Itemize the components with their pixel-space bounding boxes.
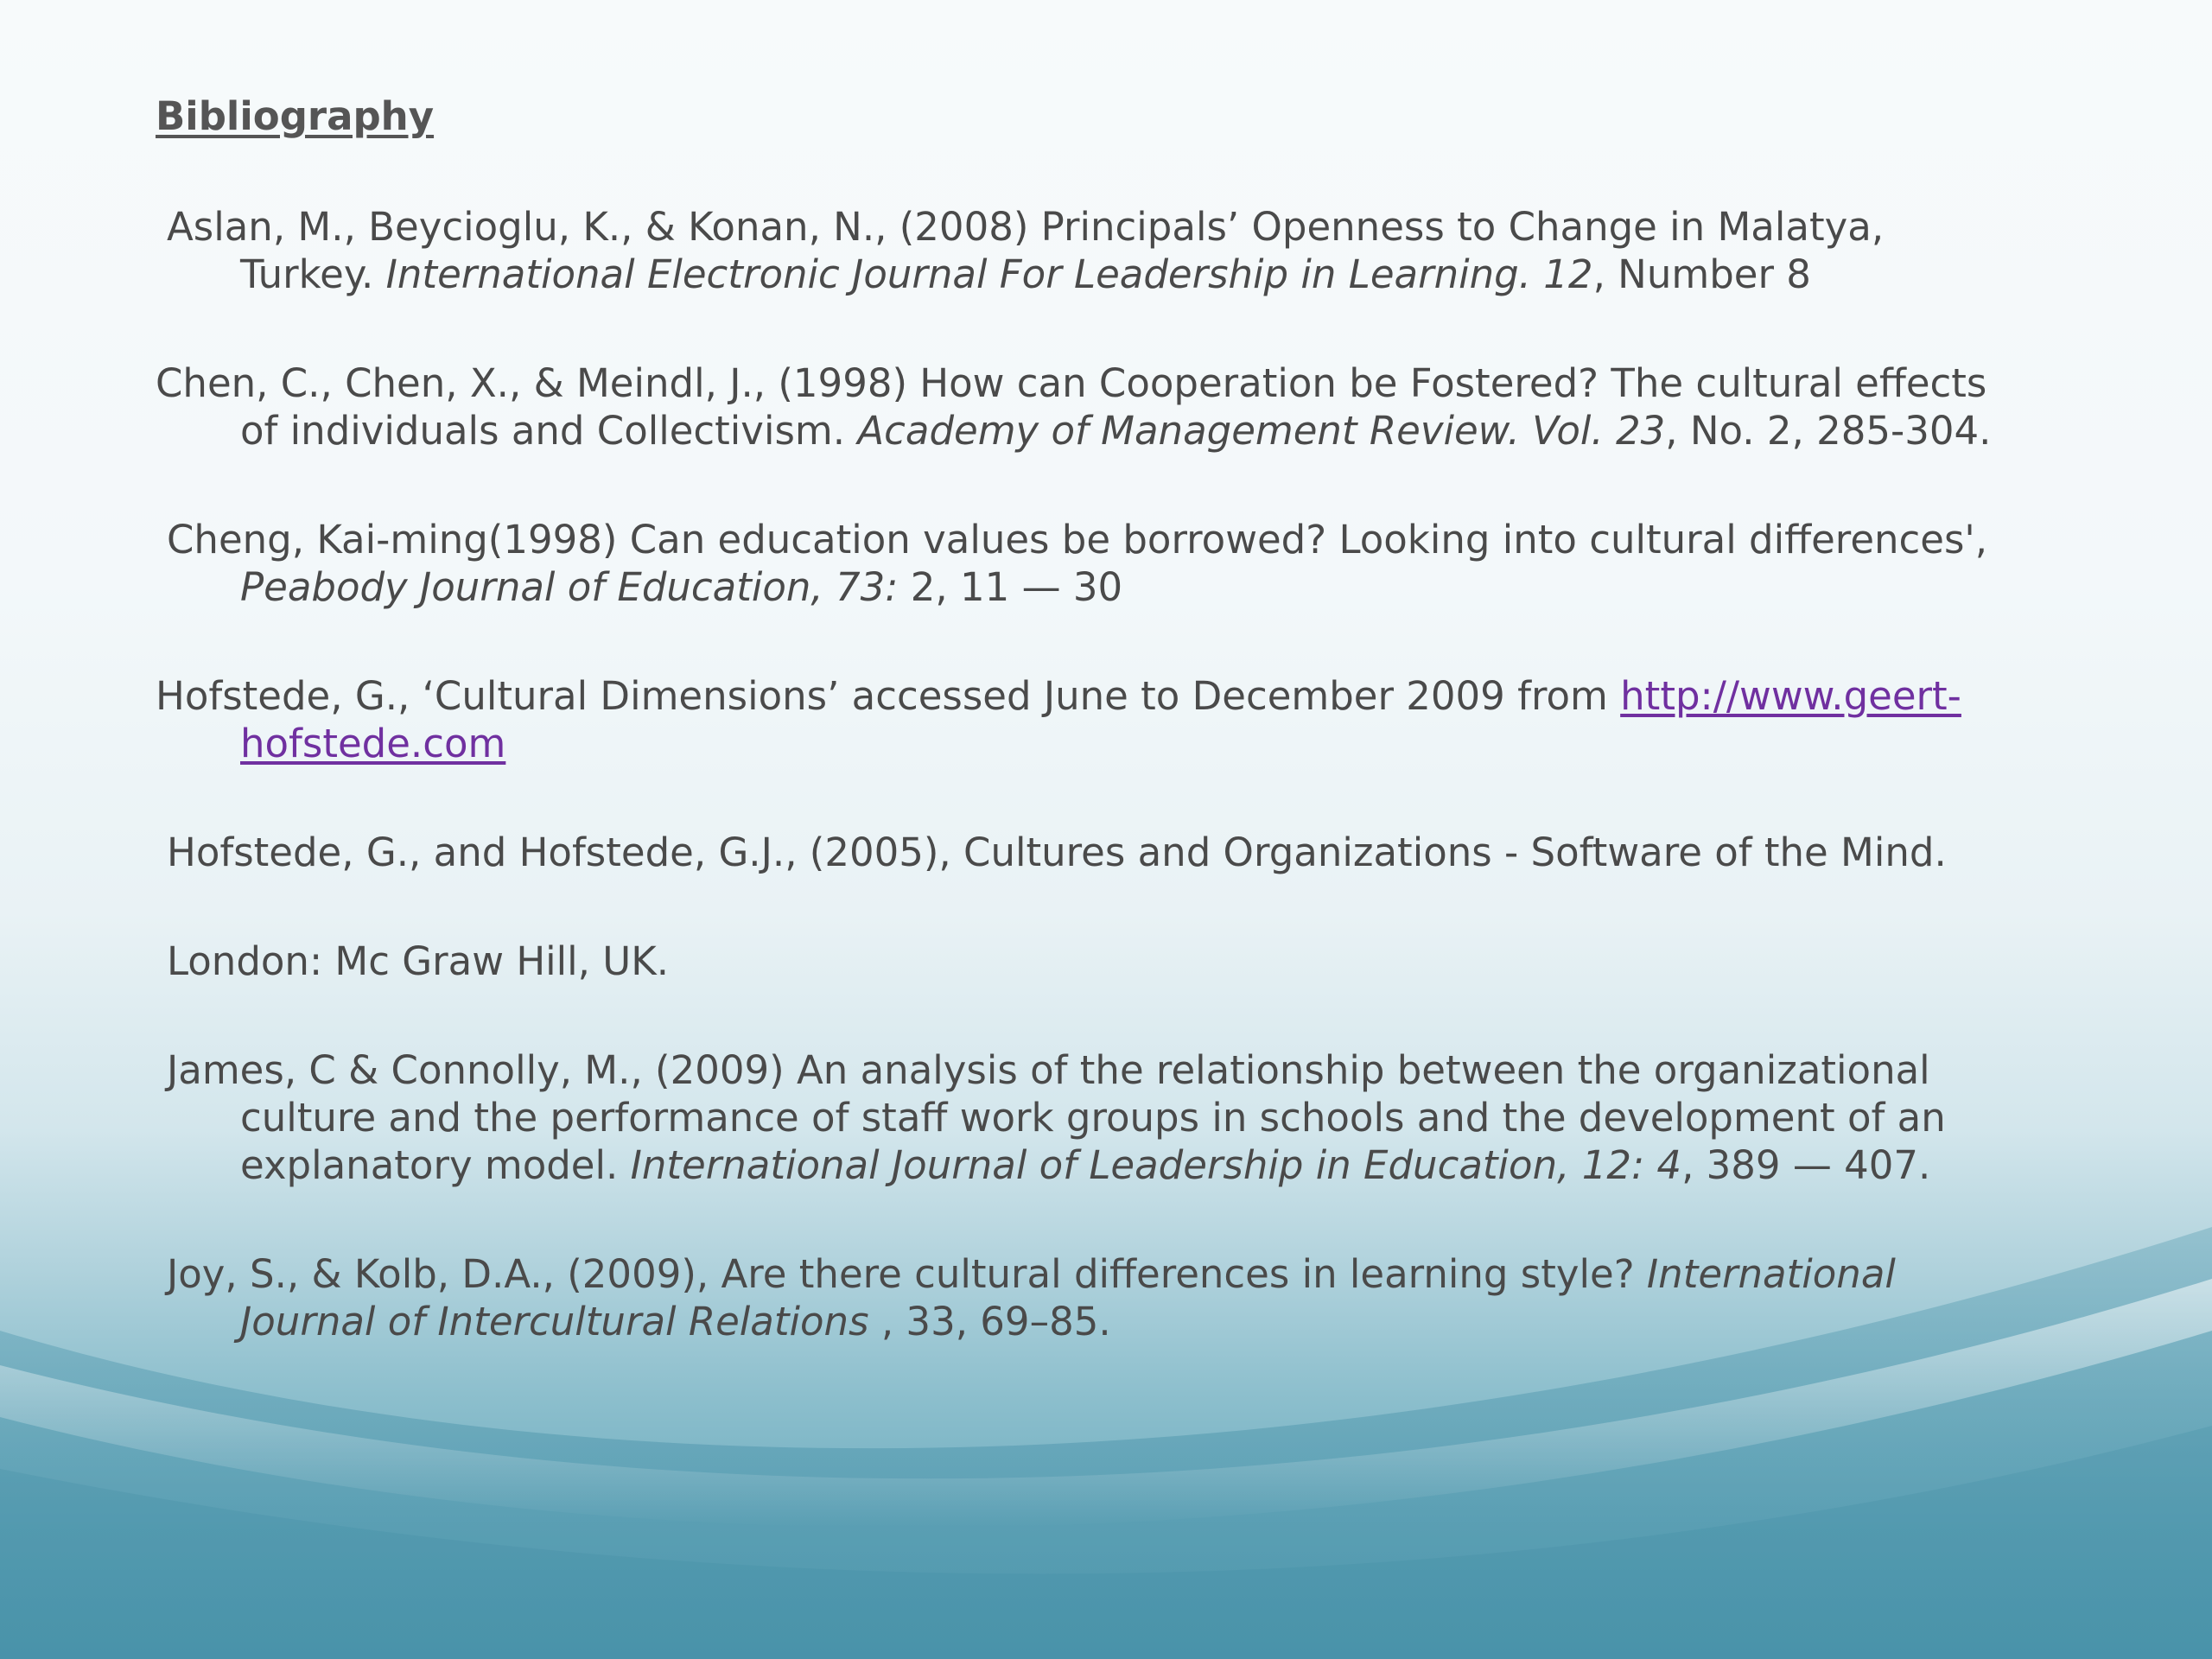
entry-line: Aslan, M., Beycioglu, K., & Konan, N., (2008) Principals’ Openness to Change in Malatya, (167, 204, 1885, 250)
entry-line: Joy, S., & Kolb, D.A., (2009), Are there cultural differences in learning style? (167, 1251, 1647, 1297)
entry-text: 2, 11 — 30 (898, 564, 1123, 610)
entry-text: explanatory model. (240, 1142, 631, 1188)
bibliography-entry-cheng (156, 516, 2082, 611)
entry-journal: Journal of Intercultural Relations (240, 1299, 881, 1344)
bibliography-entry-joy (156, 1250, 2082, 1345)
entry-journal: International Journal of Leadership in Education, 12: 4 (630, 1142, 1682, 1188)
entry-text: , No. 2, 285-304. (1665, 408, 1992, 454)
entry-text: , Number 8 (1592, 251, 1811, 297)
bibliography-list (156, 203, 2082, 1407)
entry-text: , 389 — 407. (1681, 1142, 1931, 1188)
entry-journal: Academy of Management Review. Vol. 23 (857, 408, 1666, 454)
bibliography-entry-hofstede-web (156, 672, 2082, 767)
entry-line: Cheng, Kai-ming(1998) Can education values be borrowed? Looking into cultural differences', (167, 517, 1988, 563)
bibliography-entry-chen (156, 359, 2082, 454)
entry-line: Chen, C., Chen, X., & Meindl, J., (1998) How can Cooperation be Fostered? The cultural effects (156, 360, 1987, 406)
entry-text: of individuals and Collectivism. (240, 408, 858, 454)
entry-line: culture and the performance of staff work groups in schools and the development of an (240, 1095, 1946, 1141)
bibliography-entry-hofstede-book (156, 829, 2082, 876)
entry-text: , 33, 69–85. (880, 1299, 1111, 1344)
entry-line: James, C & Connolly, M., (2009) An analysis of the relationship between the organizational (167, 1047, 1930, 1093)
bibliography-entry-publisher (156, 938, 2082, 985)
entry-line: Hofstede, G., ‘Cultural Dimensions’ accessed June to December 2009 from (156, 673, 1621, 719)
entry-journal: Peabody Journal of Education, 73: (240, 564, 899, 610)
slide-title: Bibliography (156, 93, 435, 139)
entry-line: Hofstede, G., and Hofstede, G.J., (2005), Cultures and Organizations - Software of the Mind. (167, 830, 1947, 875)
entry-text: Turkey. (240, 251, 386, 297)
entry-journal: International (1646, 1251, 1896, 1297)
bibliography-entry-aslan (156, 203, 2082, 298)
hofstede-link-continued[interactable]: hofstede.com (240, 721, 506, 766)
bibliography-entry-james (156, 1046, 2082, 1189)
entry-journal: International Electronic Journal For Leadership in Learning. 12 (385, 251, 1593, 297)
entry-line: London: Mc Graw Hill, UK. (167, 938, 670, 984)
hofstede-link[interactable]: http://www.geert- (1620, 673, 1961, 719)
